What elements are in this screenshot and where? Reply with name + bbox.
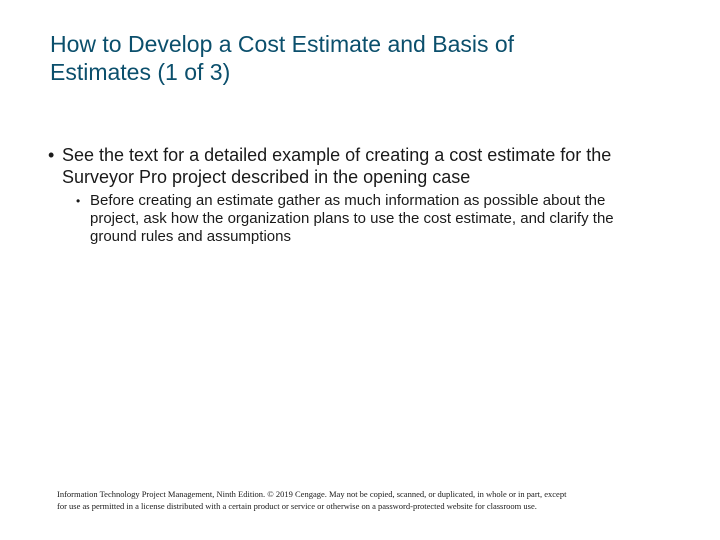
bullet-item (48, 144, 688, 246)
slide-title-line-1: How to Develop a Cost Estimate and Basis of (50, 31, 515, 57)
footer-line-1: Information Technology Project Management, Ninth Edition. © 2019 Cengage. May not be copied, scanned, or duplicated, in whole or in part, except (57, 489, 567, 499)
copyright-footer (57, 488, 677, 512)
slide-title (50, 30, 670, 86)
footer-line-2: for use as permitted in a license distributed with a certain product or service or otherwise on a password-protected website for classroom use. (57, 501, 537, 511)
bullet-marker: • (48, 145, 55, 165)
bullet-text: See the text for a detailed example of creating a cost estimate for the Surveyor Pro project described in the opening case (62, 145, 612, 187)
slide-title-line-2: Estimates (1 of 3) (50, 59, 231, 85)
sub-bullet-list (62, 192, 688, 246)
sub-bullet-marker: • (76, 194, 81, 208)
sub-bullet-item (76, 192, 650, 246)
sub-bullet-text: Before creating an estimate gather as much information as possible about the project, ask how the organization plans to use the cost estimate, and clarify the ground rules and assumptions (90, 192, 614, 245)
bullet-list (48, 144, 688, 246)
